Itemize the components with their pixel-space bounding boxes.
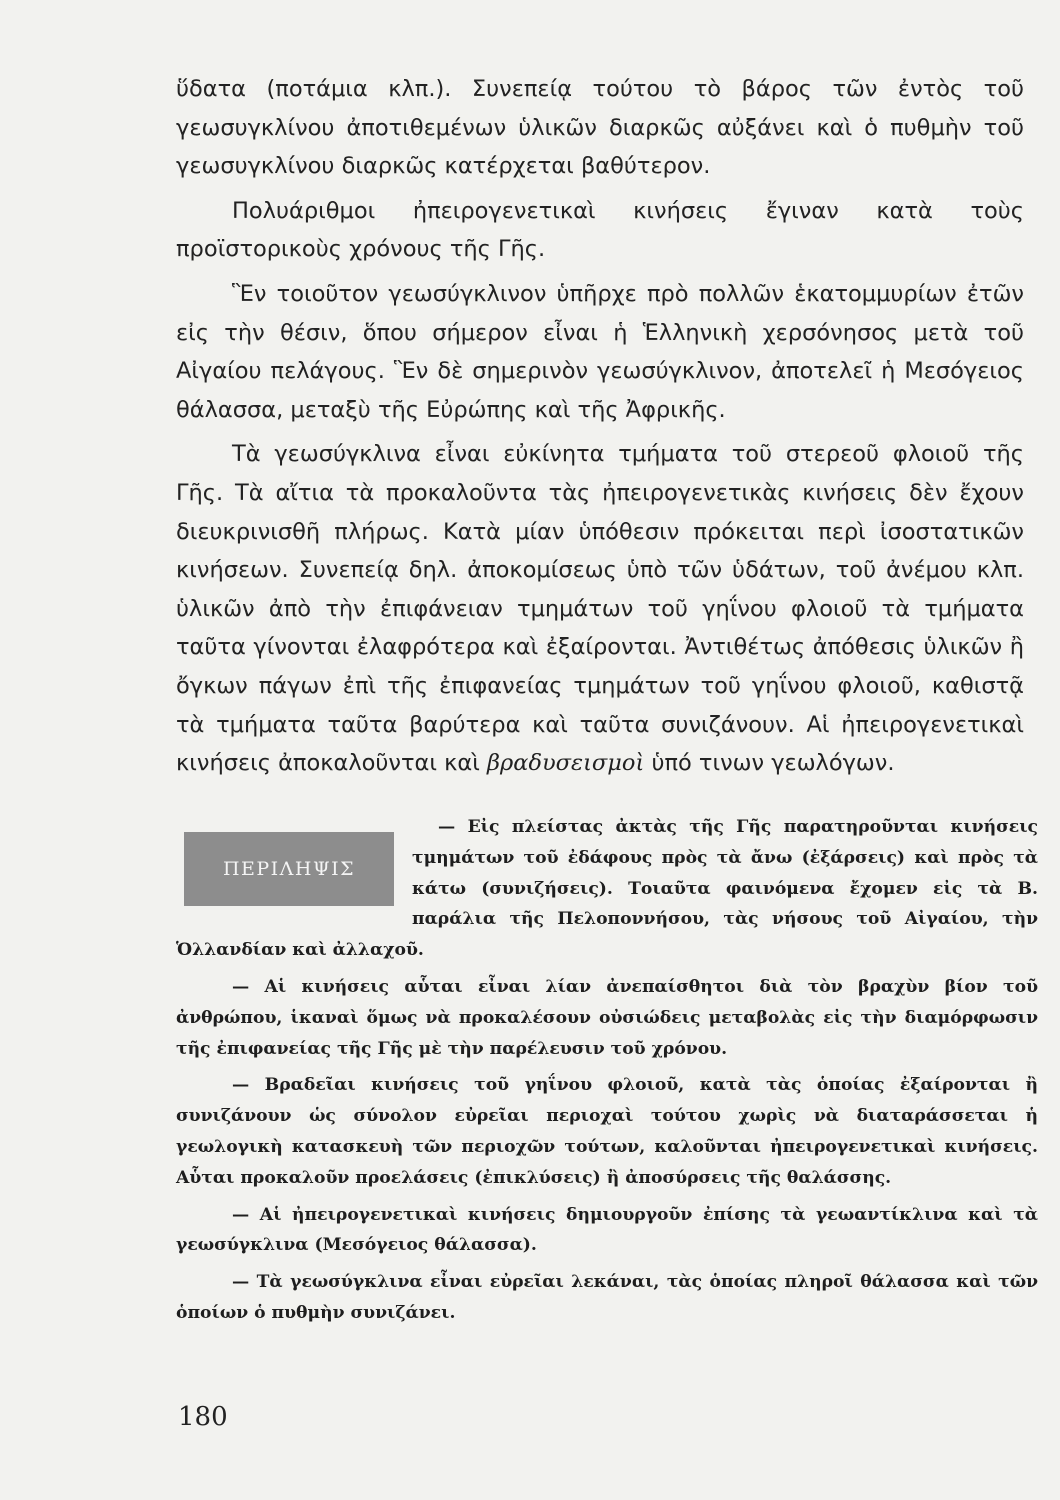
summary-item-1-text: — Εἰς πλείστας ἀκτὰς τῆς Γῆς παρατηροῦνται κινήσεις τμημάτων τοῦ ἐδάφους πρὸς τὰ ἄνω (ἐξάρσεις) καὶ πρὸς τὰ κάτω (συνιζήσεις). Τοιαῦτα φαινόμενα ἔχομεν εἰς τὰ Β. παράλια τῆς Πελοποννήσου, τὰς νήσους τοῦ Αἰγαίου, τὴν Ὁλλανδίαν καὶ ἀλλαχοῦ. xyxy=(176,817,1038,961)
page-number: 180 xyxy=(178,1402,228,1432)
summary-item-2: — Αἱ κινήσεις αὗται εἶναι λίαν ἀνεπαίσθητοι διὰ τὸν βραχὺν βίον τοῦ ἀνθρώπου, ἱκαναὶ ὅμως νὰ προκαλέσουν οὐσιώδεις μεταβολὰς εἰς τὴν διαμόρφωσιν τῆς ἐπιφανείας τῆς Γῆς μὲ τὴν παρέλευσιν τοῦ χρόνου. xyxy=(176,976,1038,1059)
summary-badge: ΠΕΡΙΛΗΨΙΣ xyxy=(184,832,394,906)
italic-term: βραδυσεισμοὶ xyxy=(487,750,645,777)
paragraph-4 xyxy=(176,435,1024,782)
summary-item-5: — Τὰ γεωσύγκλινα εἶναι εὐρεῖαι λεκάναι, τὰς ὁποίας πληροῖ θάλασσα καὶ τῶν ὁποίων ὁ πυθμὴν συνιζάνει. xyxy=(176,1272,1038,1323)
summary-item-3: — Βραδεῖαι κινήσεις τοῦ γηΐνου φλοιοῦ, κατὰ τὰς ὁποίας ἐξαίρονται ἢ συνιζάνουν ὡς σύνολον εὐρεῖαι περιοχαὶ τούτου χωρὶς νὰ διαταράσσεται ἡ γεωλογικὴ κατασκευὴ τῶν περιοχῶν τούτων, καλοῦνται ἠπειρογενετικαὶ κινήσεις. Αὗται προκαλοῦν προελάσεις (ἐπικλύσεις) ἢ ἀποσύρσεις τῆς θαλάσσης. xyxy=(176,1075,1038,1188)
main-text xyxy=(176,70,1024,783)
summary-section xyxy=(176,812,1038,1329)
paragraph-3: Ἓν τοιοῦτον γεωσύγκλινον ὑπῆρχε πρὸ πολλῶν ἑκατομμυρίων ἐτῶν εἰς τὴν θέσιν, ὅπου σήμερον εἶναι ἡ Ἑλληνικὴ χερσόνησος μετὰ τοῦ Αἰγαίου πελάγους. Ἓν δὲ σημερινὸν γεωσύγκλινον, ἀποτελεῖ ἡ Μεσόγειος θάλασσα, μεταξὺ τῆς Εὐρώπης καὶ τῆς Ἀφρικῆς. xyxy=(176,280,1024,423)
paragraph-4-end: ὑπό τινων γεωλόγων. xyxy=(651,750,895,777)
paragraph-4-text: Τὰ γεωσύγκλινα εἶναι εὐκίνητα τμήματα τοῦ στερεοῦ φλοιοῦ τῆς Γῆς. Τὰ αἴτια τὰ προκαλοῦντα τὰς ἠπειρογενετικὰς κινήσεις δὲν ἔχουν διευκρινισθῆ πλήρως. Κατὰ μίαν ὑπόθεσιν πρόκειται περὶ ἰσοστατικῶν κινήσεων. Συνεπείᾳ δηλ. ἀποκομίσεως ὑπὸ τῶν ὑδάτων, τοῦ ἀνέμου κλπ. ὑλικῶν ἀπὸ τὴν ἐπιφάνειαν τμημάτων τοῦ γηΐνου φλοιοῦ τὰ τμήματα ταῦτα γίνονται ἐλαφρότερα καὶ ἐξαίρονται. Ἀντιθέτως ἀπόθεσις ὑλικῶν ἢ ὄγκων πάγων ἐπὶ τῆς ἐπιφανείας τμημάτων τοῦ γηΐνου φλοιοῦ, καθιστᾷ τὰ τμήματα ταῦτα βαρύτερα καὶ ταῦτα συνιζάνουν. Αἱ ἠπειρογενετικαὶ κινήσεις ἀποκαλοῦνται καὶ xyxy=(176,441,1024,777)
paragraph-2: Πολυάριθμοι ἠπειρογενετικαὶ κινήσεις ἔγιναν κατὰ τοὺς προϊστορικοὺς χρόνους τῆς Γῆς. xyxy=(176,197,1024,263)
paragraph-1: ὕδατα (ποτάμια κλπ.). Συνεπείᾳ τούτου τὸ βάρος τῶν ἐντὸς τοῦ γεωσυγκλίνου ἀποτιθεμένων ὑλικῶν διαρκῶς αὐξάνει καὶ ὁ πυθμὴν τοῦ γεωσυγκλίνου διαρκῶς κατέρχεται βαθύτερον. xyxy=(176,76,1024,180)
summary-item-4: — Αἱ ἠπειρογενετικαὶ κινήσεις δημιουργοῦν ἐπίσης τὰ γεωαντίκλινα καὶ τὰ γεωσύγκλινα (Μεσόγειος θάλασσα). xyxy=(176,1204,1038,1256)
